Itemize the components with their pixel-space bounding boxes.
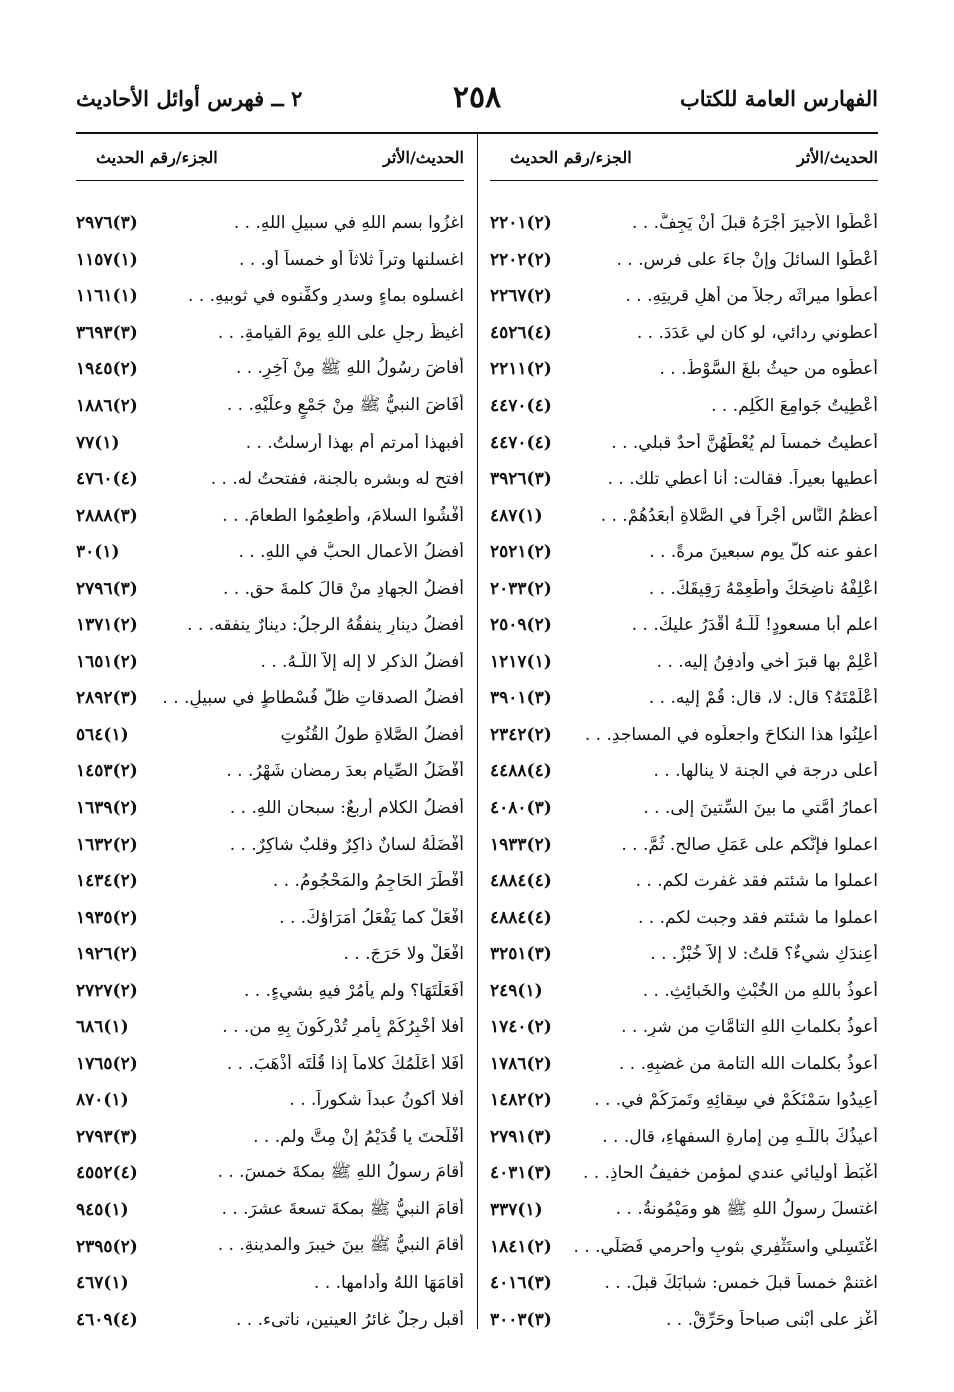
list-item: [76, 717, 464, 754]
hadith-ref: (٢)١٤٣٤: [76, 871, 138, 892]
hadith-ref: (٢)٢٢١١: [490, 359, 552, 380]
hadith-ref: (٢)١٦٣٢: [76, 834, 138, 855]
hadith-ref: (١)٣٠: [76, 542, 120, 563]
list-item: [76, 790, 464, 827]
hadith-text: أعْطُوا الأجيرَ أجْرَهُ قبلَ أنْ يَجِفَّ. . .: [632, 213, 878, 234]
hadith-text: أعمارُ أُمَّتي ما بينَ السِّتينَ إلى. . .: [643, 798, 878, 819]
list-item: [490, 790, 878, 827]
list-item: [76, 1265, 464, 1302]
hadith-ref: (٤)٤٨٨٤: [490, 907, 552, 928]
hadith-ref: (٣)٢٧٩١: [490, 1126, 552, 1147]
hadith-ref: (٢)٢٢٦٧: [490, 286, 552, 307]
hadith-text: اغسلوه بماءٍ وسدرٍ وكفِّنوه في ثوبيهِ. . .: [188, 286, 464, 307]
hadith-text: اعملوا فإنَّكم على عَمَلٍ صالحٍ. ثُمَّ. . .: [621, 834, 878, 855]
hadith-text: أفضلُ الجهادِ منْ قالَ كلمةَ حقٍ. . .: [222, 578, 464, 599]
hadith-text: أفْضَلُهُ لسانٌ ذاكِرٌ وقلبٌ شاكِرٌ. . .: [229, 834, 464, 855]
hadith-ref: (٢)٢٠٣٣: [490, 578, 552, 599]
book-title: الفهارس العامة للكتاب: [679, 86, 878, 111]
hadith-text: اغتنمْ خمساً قبلَ خمسٍ: شبابَكَ قبلَ. . .: [604, 1273, 878, 1294]
column-header-ref: الجزء/رقم الحديث: [96, 148, 218, 167]
list-item: [76, 1192, 464, 1229]
list-item: [490, 1009, 878, 1046]
hadith-text: أفْشُوا السلامَ، وأطعِمُوا الطعامَ. . .: [222, 505, 464, 526]
hadith-ref: (١)٣٣٧: [490, 1200, 543, 1221]
hadith-ref: (١)٢٤٩: [490, 980, 543, 1001]
hadith-text: أفضلُ الصدقاتِ ظلُّ فُسْطاطٍ في سبيلِ. . .: [162, 688, 464, 709]
list-item: [490, 351, 878, 388]
hadith-ref: (٣)٤٠٨٠: [490, 798, 552, 819]
hadith-text: أقامَ رسولُ اللهِ ﷺ بمكةَ خمسَ. . .: [217, 1161, 464, 1182]
list-item: [490, 388, 878, 425]
list-item: [490, 1119, 878, 1156]
list-item: [490, 644, 878, 681]
hadith-text: أغْزِ على أُبْنى صباحاً وحَرِّقْ. . .: [665, 1309, 878, 1330]
list-item: [490, 753, 878, 790]
hadith-text: أعِيدُوا سَمْنَكُمْ في سِقائِهِ وتَمرَكُمْ في. . .: [594, 1090, 878, 1111]
list-item: [76, 1046, 464, 1083]
list-item: [76, 534, 464, 571]
hadith-text: أعوذُ باللهِ من الخُبْثِ والخَبائِثِ. . .: [642, 980, 878, 1001]
hadith-ref: (٣)٣٠٠٣: [490, 1309, 552, 1330]
hadith-text: أعِندَكِ شيءٌ؟ قلتُ: لا إلاَّ خُبْزٌ. . .: [650, 944, 878, 965]
right-column-header: [490, 134, 878, 181]
list-item: [76, 607, 464, 644]
hadith-ref: (٢)١٦٣٩: [76, 798, 138, 819]
left-column: [76, 134, 464, 1338]
list-item: [76, 826, 464, 863]
hadith-ref: (٢)٢٢٠١: [490, 213, 552, 234]
hadith-text: أعْطُوا السائلَ وإنْ جاءَ على فرسٍ. . .: [616, 249, 878, 270]
list-item: [490, 899, 878, 936]
list-item: [76, 497, 464, 534]
hadith-text: أَعْلَمْتَهُ؟ قال: لا، قال: قُمْ إليه. . .: [648, 688, 878, 709]
hadith-ref: (٢)٢٧٢٧: [76, 980, 138, 1001]
right-column: [490, 134, 878, 1338]
hadith-ref: (٢)٢٥٢١: [490, 542, 552, 563]
page-number: ٢٥٨: [452, 80, 502, 115]
list-item: [76, 205, 464, 242]
list-item: [490, 717, 878, 754]
list-item: [76, 351, 464, 388]
hadith-ref: (٣)٢٨٩٢: [76, 688, 138, 709]
hadith-ref: (٣)٣٦٩٣: [76, 322, 138, 343]
list-item: [76, 1119, 464, 1156]
hadith-text: أُعْطِيتُ جَوامِعَ الكَلِمِ. . .: [711, 396, 878, 416]
hadith-ref: (٢)٢٢٠٢: [490, 249, 552, 270]
list-item: [76, 1301, 464, 1338]
hadith-ref: (٣)٢٧٩٦: [76, 578, 138, 599]
list-item: [76, 424, 464, 461]
hadith-text: اغزُوا بسمِ اللهِ في سبيلِ اللهِ. . .: [233, 213, 464, 234]
hadith-ref: (٣)٣٩٢٦: [490, 469, 552, 490]
hadith-text: أفبهذا أُمرتم أم بهذا أُرسلتُ. . .: [245, 432, 464, 453]
list-item: [490, 497, 878, 534]
hadith-ref: (٢)٢٣٩٥: [76, 1236, 138, 1257]
hadith-text: أفضلُ دينارٍ ينفقُهُ الرجلُ: دينارٌ ينفقه. . .: [187, 615, 464, 636]
hadith-text: أفاضَ رسُولُ اللهِ ﷺ مِنْ آخِرِ. . .: [235, 357, 464, 378]
list-item: [490, 1228, 878, 1265]
hadith-ref: (٢)٢٣٤٢: [490, 724, 552, 745]
hadith-text: أَغْبَطُ أوليائي عندي لمؤمنٍ خفيفُ الحاذِ. . .: [582, 1163, 878, 1184]
hadith-ref: (٤)٤٤٧٠: [490, 396, 552, 416]
hadith-ref: (٣)٤٠٣١: [490, 1163, 552, 1184]
hadith-ref: (١)١١٥٧: [76, 249, 138, 270]
hadith-text: أعطوني ردائي، لو كان لي عَدَدَ. . .: [636, 322, 878, 343]
list-item: [76, 753, 464, 790]
hadith-text: اعْلِفْهُ ناضِحَكَ وأطْعِمْهُ رَقِيقَكَ. . .: [648, 578, 878, 599]
index-columns: [76, 134, 878, 1354]
hadith-text: اعملوا ما شئتم فقد غفرت لكم. . .: [635, 871, 878, 892]
hadith-text: أعطُوا ميراثَه رجلاً من أهلِ قريتِهِ. . .: [625, 286, 878, 307]
hadith-text: أغيظُ رجلٍ على اللهِ يومَ القيامةِ. . .: [217, 322, 464, 343]
list-item: [76, 936, 464, 973]
list-item: [490, 936, 878, 973]
hadith-ref: (٢)٢٥٠٩: [490, 615, 552, 636]
list-item: [490, 1155, 878, 1192]
hadith-text: اغْتَسِلي واستَثْفِري بثوبٍ وأحرمي فَصَلِّي. . .: [573, 1236, 878, 1257]
hadith-text: أفَعَلْتَهَا؟ ولم يأمُرْ فيهِ بشيءٍ. . .: [243, 980, 464, 1001]
list-item: [490, 315, 878, 352]
hadith-text: أعطُوه من حيثُ بلغَ السَّوْطُ. . .: [659, 359, 878, 380]
list-item: [76, 644, 464, 681]
hadith-text: اعفو عنه كلَّ يومٍ سبعينَ مرةً. . .: [649, 542, 878, 563]
left-column-header: [76, 134, 464, 181]
hadith-ref: (٣)٢٩٧٦: [76, 213, 138, 234]
hadith-ref: (١)٨٧٠: [76, 1090, 129, 1111]
hadith-text: افْعَلْ ولا حَرَجَ. . .: [343, 944, 464, 965]
hadith-ref: (٢)١٤٥٣: [76, 761, 138, 782]
hadith-text: أَفَلا أُعَلِّمُكَ كلاماً إذا قُلْتَه أَذْهَبَ. . .: [226, 1053, 464, 1074]
hadith-ref: (١)٦٨٦: [76, 1017, 129, 1038]
hadith-ref: (٢)١٨٤١: [490, 1236, 552, 1257]
list-item: [490, 826, 878, 863]
hadith-text: أقامَهَا اللهُ وأدامها. . .: [314, 1273, 464, 1294]
hadith-text: أفضلُ الذكرِ لا إله إلاّ اللّـهُ. . .: [260, 651, 464, 672]
left-column-list: [76, 181, 464, 1338]
hadith-text: أعوذُ بكلماتِ اللهِ التامَّاتِ من شرٍ. . .: [621, 1017, 878, 1038]
list-item: [490, 972, 878, 1009]
list-item: [76, 461, 464, 498]
hadith-ref: (٢)١٦٥١: [76, 651, 138, 672]
hadith-ref: (١)٥٦٤: [76, 724, 129, 745]
list-item: [490, 1046, 878, 1083]
hadith-ref: (٢)١٩٤٥: [76, 359, 138, 380]
hadith-ref: (١)٤٦٧: [76, 1273, 129, 1294]
list-item: [76, 1082, 464, 1119]
hadith-text: أعلى درجة في الجنة لا ينالها. . .: [653, 761, 878, 782]
hadith-ref: (٢)١٧٨٦: [490, 1053, 552, 1074]
hadith-text: أَعْلِمْ بها قبرَ أخي وأدفِنُ إليه. . .: [656, 651, 878, 672]
hadith-text: أَفْضَلُ الصِّيامِ بعدَ رمضان شَهْرُ. . .: [226, 761, 464, 782]
hadith-ref: (٣)٣٩٠١: [490, 688, 552, 709]
hadith-ref: (٤)٤٧٦٠: [76, 469, 138, 490]
page: [76, 76, 878, 1366]
hadith-text: أقبل رجلٌ غائرُ العينين، ناتىء. . .: [236, 1309, 464, 1330]
hadith-ref: (٣)٢٧٩٣: [76, 1126, 138, 1147]
hadith-ref: (٢)١٨٨٦: [76, 396, 138, 416]
list-item: [490, 1082, 878, 1119]
hadith-text: أُعيذُكَ باللّـهِ مِن إمارةِ السفهاءِ، قال. . .: [602, 1126, 878, 1147]
list-item: [490, 607, 878, 644]
list-item: [76, 1155, 464, 1192]
list-item: [490, 863, 878, 900]
running-header: [76, 76, 878, 132]
list-item: [490, 205, 878, 242]
hadith-ref: (١)١٢١٧: [490, 651, 552, 672]
hadith-text: أفَاضَ النبيُّ ﷺ مِنْ جَمْعٍ وعلَيْهِ. . .: [226, 394, 464, 415]
hadith-ref: (٣)٤٠١٦: [490, 1273, 552, 1294]
hadith-ref: (٢)١٧٤٠: [490, 1017, 552, 1038]
hadith-ref: (١)٩٤٥: [76, 1200, 129, 1221]
list-item: [76, 863, 464, 900]
hadith-text: أفضلُ الصَّلاةِ طولُ القُنُوتِ: [280, 724, 464, 745]
hadith-ref: (٣)٣٢٥١: [490, 944, 552, 965]
list-item: [490, 534, 878, 571]
section-title: ٢ ــ فهرس أوائل الأحاديث: [76, 86, 303, 111]
column-divider: [477, 134, 478, 1329]
hadith-text: أفضلُ الكلامِ أربعٌ: سبحان اللهِ. . .: [229, 798, 464, 819]
hadith-text: أعلِنُوا هذا النكاحَ واجعلُوه في المساجدِ. . .: [584, 724, 878, 745]
column-header-hadith: الحديث/الأثر: [383, 148, 464, 167]
list-item: [490, 424, 878, 461]
list-item: [76, 278, 464, 315]
hadith-ref: (٤)٤٥٥٢: [76, 1163, 138, 1184]
hadith-ref: (٤)٤٨٨٤: [490, 871, 552, 892]
hadith-ref: (٢)١٧٦٥: [76, 1053, 138, 1074]
list-item: [76, 972, 464, 1009]
hadith-text: أفضلُ الأعمال الحبُّ في اللهِ. . .: [238, 542, 464, 563]
hadith-ref: (٢)١٩٣٥: [76, 907, 138, 928]
hadith-ref: (٢)١٣٧١: [76, 615, 138, 636]
hadith-text: أعوذُ بكلمات الله التامة من غضبِهِ. . .: [618, 1053, 878, 1074]
hadith-text: افتح له وبشره بالجنة، ففتحتُ له. . .: [210, 469, 464, 490]
list-item: [76, 899, 464, 936]
list-item: [490, 680, 878, 717]
hadith-ref: (١)١١٦١: [76, 286, 138, 307]
list-item: [76, 570, 464, 607]
list-item: [490, 570, 878, 607]
list-item: [76, 388, 464, 425]
hadith-text: اعلم أبا مسعودٍ! لَلَّـهُ أَقْدَرُ عليكَ. . .: [631, 615, 878, 636]
column-header-ref: الجزء/رقم الحديث: [510, 148, 632, 167]
hadith-text: أفلا أكونُ عبداً شكوراً. . .: [289, 1090, 464, 1111]
hadith-text: أعظمُ النَّاسِ أجْراً في الصَّلاةِ أبعَدُهُمْ. . .: [600, 505, 878, 526]
list-item: [490, 242, 878, 279]
right-column-list: [490, 181, 878, 1338]
hadith-ref: (٢)١٩٣٣: [490, 834, 552, 855]
list-item: [490, 1265, 878, 1302]
list-item: [490, 278, 878, 315]
list-item: [490, 1192, 878, 1229]
list-item: [76, 242, 464, 279]
list-item: [76, 1009, 464, 1046]
hadith-ref: (٤)٤٤٧٠: [490, 432, 552, 453]
hadith-ref: (٢)١٤٨٢: [490, 1090, 552, 1111]
list-item: [490, 461, 878, 498]
hadith-text: اغسلنها وتراً ثلاثاً أو خمساً أو. . .: [239, 249, 464, 270]
hadith-ref: (١)٧٧: [76, 432, 120, 453]
hadith-text: أقامَ النبيُّ ﷺ بمكةَ تسعةَ عشرَ. . .: [221, 1198, 464, 1219]
hadith-text: افْعَلْ كما يَفْعَلُ أُمَرَاؤكَ. . .: [279, 907, 464, 928]
hadith-text: اغتسلَ رسولُ اللهِ ﷺ هو ومَيْمُونةُ. . .: [615, 1198, 878, 1219]
list-item: [76, 315, 464, 352]
hadith-text: أَفْطَرَ الحَاجِمُ والمَحْجُومُ. . .: [272, 871, 464, 892]
hadith-text: أفلا أُخْبِرُكُمْ بِأَمرٍ تُدْرِكُونَ بِهِ من. . .: [222, 1017, 464, 1038]
hadith-text: أُعطيتُ خمساً لم يُعْطَهُنَّ أحدٌ قبلي. . .: [611, 432, 878, 453]
hadith-ref: (١)٤٨٧: [490, 505, 543, 526]
hadith-text: أقامَ النبيُّ ﷺ بينَ خيبرَ والمدينةِ. . .: [217, 1235, 464, 1256]
hadith-text: اعملوا ما شئتم فقد وجبت لكم. . .: [637, 907, 878, 928]
hadith-text: أَفْلَحتَ يا قُدَيْمُ إنْ مِتَّ ولم. . .: [253, 1126, 464, 1147]
list-item: [76, 680, 464, 717]
hadith-ref: (٢)١٩٢٦: [76, 944, 138, 965]
column-header-hadith: الحديث/الأثر: [797, 148, 878, 167]
hadith-text: أعطيها بعيراً. فقالت: أنا أُعطي تلك. . .: [607, 469, 878, 490]
list-item: [76, 1228, 464, 1265]
hadith-ref: (٣)٢٨٨٨: [76, 505, 138, 526]
hadith-ref: (٤)٤٥٢٦: [490, 322, 552, 343]
hadith-ref: (٤)٤٦٠٩: [76, 1309, 138, 1330]
list-item: [490, 1301, 878, 1338]
hadith-ref: (٤)٤٤٨٨: [490, 761, 552, 782]
